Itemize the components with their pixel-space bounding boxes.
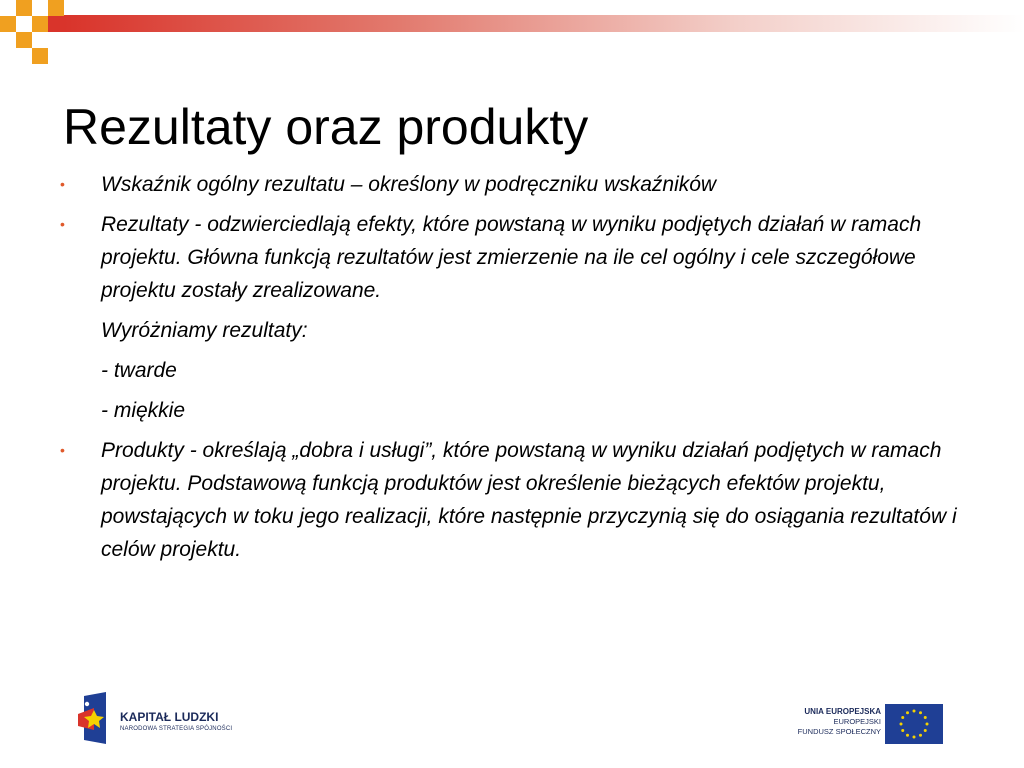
bullet-item xyxy=(60,208,965,307)
header-decoration xyxy=(0,0,80,64)
eu-star xyxy=(919,711,922,714)
eu-star xyxy=(924,716,927,719)
eu-star xyxy=(906,734,909,737)
eu-logo xyxy=(770,700,945,746)
eu-star xyxy=(926,723,929,726)
eu-star xyxy=(901,729,904,732)
eu-star xyxy=(900,723,903,726)
bullet-marker: • xyxy=(60,216,65,232)
eu-flag-icon xyxy=(885,704,943,744)
decor-square xyxy=(32,16,48,32)
slide-content xyxy=(60,168,965,573)
bullet-text: Produkty - określają „dobra i usługi”, które powstaną w wyniku działań podjętych w ramach projektu. Podstawową funkcją produktów jest określenie bieżących efektów projektu, powstających w toku jego realizacji, które następnie przyczynią się do osiągania rezultatów i celów projektu. xyxy=(101,439,957,561)
eu-star xyxy=(913,736,916,739)
bullet-text: Rezultaty - odzwierciedlają efekty, które powstaną w wyniku podjętych działań w ramach projektu. Główna funkcją rezultatów jest zmierzenie na ile cel ogólny i cele szczegółowe projektu zostały zrealizowane. xyxy=(101,213,922,302)
kapital-ludzki-subtitle: NARODOWA STRATEGIA SPÓJNOŚCI xyxy=(120,726,233,732)
decor-square xyxy=(32,48,48,64)
bullet-item xyxy=(60,168,965,201)
header-gradient-bar xyxy=(64,15,1024,32)
eu-star xyxy=(913,710,916,713)
eu-line-1: UNIA EUROPEJSKA xyxy=(804,707,881,716)
kapital-ludzki-title: KAPITAŁ LUDZKI xyxy=(120,710,219,724)
sub-paragraph: Wyróżniamy rezultaty: xyxy=(101,319,308,342)
eu-line-2: EUROPEJSKI xyxy=(833,717,881,726)
eu-star xyxy=(924,729,927,732)
decor-square xyxy=(48,0,64,16)
eu-line-3: FUNDUSZ SPOŁECZNY xyxy=(797,727,881,736)
decor-square xyxy=(16,0,32,16)
bullet-item xyxy=(60,434,965,566)
kapital-ludzki-emblem-icon xyxy=(78,692,108,744)
eu-text xyxy=(798,707,881,737)
decor-square xyxy=(16,32,32,48)
kapital-ludzki-logo xyxy=(78,692,318,746)
slide-title: Rezultaty oraz produkty xyxy=(63,99,589,155)
decor-square xyxy=(0,16,16,32)
eu-star xyxy=(906,711,909,714)
bullet-text: Wskaźnik ogólny rezultatu – określony w podręczniku wskaźników xyxy=(101,173,717,196)
eu-star xyxy=(919,734,922,737)
bullet-marker: • xyxy=(60,176,65,192)
sub-paragraph: - miękkie xyxy=(101,399,186,422)
eu-star xyxy=(901,716,904,719)
sub-paragraph: - twarde xyxy=(101,359,177,382)
decor-square xyxy=(48,16,64,32)
bullet-marker: • xyxy=(60,442,65,458)
